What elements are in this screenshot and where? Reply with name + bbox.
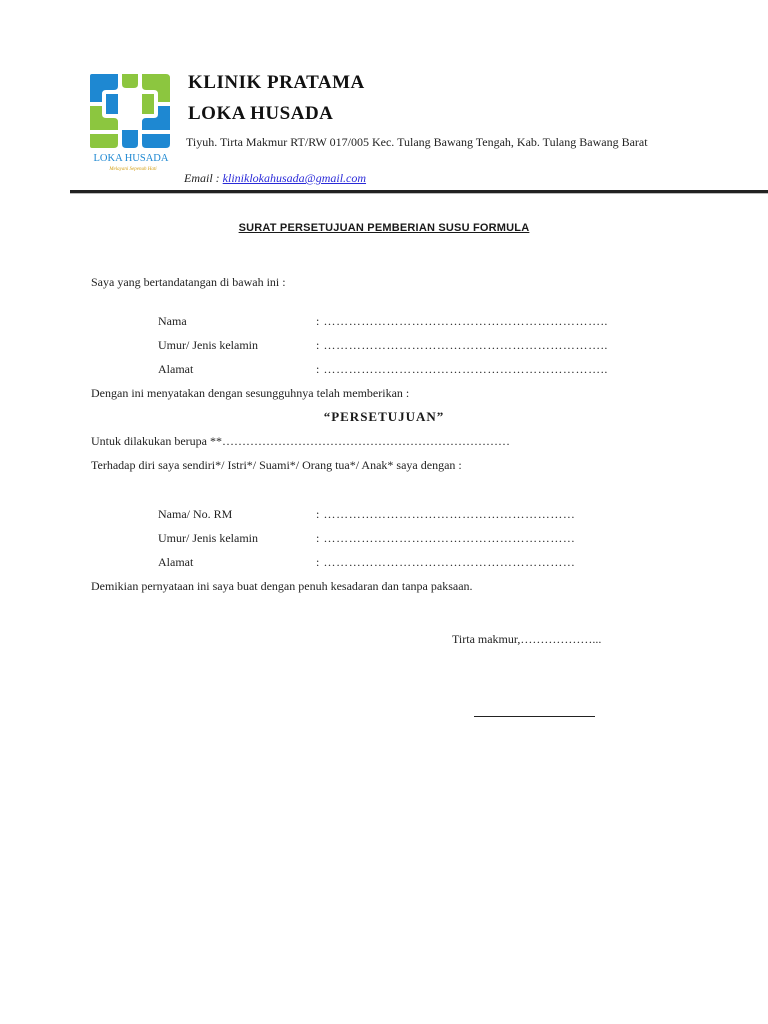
field-label-name: Nama bbox=[158, 314, 187, 328]
logo-tagline: Melayani Sepenuh Hati bbox=[109, 167, 157, 172]
patient-blank-age-gender: : …………………………………………………… bbox=[316, 531, 576, 545]
target-line: Terhadap diri saya sendiri*/ Istri*/ Suami*/ Orang tua*/ Anak* saya dengan : bbox=[91, 458, 462, 472]
signature-line bbox=[474, 716, 595, 717]
header-divider-shadow bbox=[70, 193, 768, 194]
patient-blank-address: : …………………………………………………… bbox=[316, 555, 576, 569]
logo-text: LOKA HUSADA bbox=[93, 153, 169, 164]
email-link[interactable]: kliniklokahusada@gmail.com bbox=[222, 171, 367, 185]
patient-blank-name-rm: : …………………………………………………… bbox=[316, 507, 576, 521]
action-line: Untuk dilakukan berupa **……………………………………………………………… bbox=[91, 434, 510, 448]
email-label: Email : bbox=[184, 171, 223, 185]
clinic-name-line1: KLINIK PRATAMA bbox=[188, 72, 365, 93]
document-title: SURAT PERSETUJUAN PEMBERIAN SUSU FORMULA bbox=[238, 222, 530, 234]
field-label-address: Alamat bbox=[158, 362, 194, 376]
field-blank-address: : ………………………………………………………….. bbox=[316, 362, 608, 376]
field-blank-name: : ………………………………………………………….. bbox=[316, 314, 608, 328]
field-blank-age-gender: : ………………………………………………………….. bbox=[316, 338, 608, 352]
patient-label-address: Alamat bbox=[158, 555, 194, 569]
statement-text: Dengan ini menyatakan dengan sesungguhnya telah memberikan : bbox=[91, 386, 410, 400]
consent-heading: “PERSETUJUAN” bbox=[323, 409, 445, 424]
closing-statement: Demikian pernyataan ini saya buat dengan penuh kesadaran dan tanpa paksaan. bbox=[91, 579, 473, 593]
clinic-name-line2: LOKA HUSADA bbox=[188, 103, 334, 124]
patient-label-age-gender: Umur/ Jenis kelamin bbox=[158, 531, 258, 545]
clinic-address: Tiyuh. Tirta Makmur RT/RW 017/005 Kec. Tulang Bawang Tengah, Kab. Tulang Bawang Barat bbox=[186, 135, 648, 149]
email-row bbox=[184, 171, 366, 186]
clinic-logo bbox=[88, 72, 174, 172]
field-label-age-gender: Umur/ Jenis kelamin bbox=[158, 338, 258, 352]
patient-label-name-rm: Nama/ No. RM bbox=[158, 507, 233, 521]
place-date: Tirta makmur,………………... bbox=[452, 632, 602, 646]
intro-text: Saya yang bertandatangan di bawah ini : bbox=[91, 275, 286, 289]
